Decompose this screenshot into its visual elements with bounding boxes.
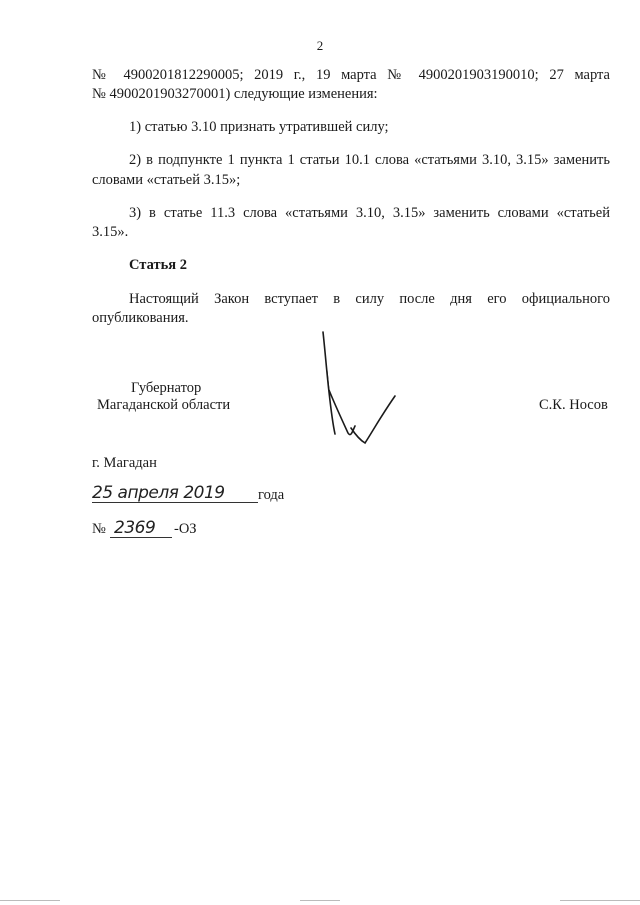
scan-edge-mark bbox=[560, 900, 640, 901]
date-underline bbox=[92, 502, 258, 503]
number-prefix: № bbox=[92, 521, 106, 537]
signer-name: С.К. Носов bbox=[539, 397, 608, 413]
intro-line-2: № 4900201903270001) следующие изменения: bbox=[92, 86, 378, 102]
scan-edge-mark bbox=[0, 900, 60, 901]
page-number: 2 bbox=[316, 38, 324, 53]
article-heading: Статья 2 bbox=[129, 257, 187, 273]
number-underline bbox=[110, 537, 172, 538]
article-2-line-2: опубликования. bbox=[92, 310, 189, 326]
intro-line-1: № 4900201812290005; 2019 г., 19 марта № 4900201903190010; 27 марта bbox=[92, 67, 610, 83]
signature-image bbox=[305, 330, 415, 450]
number-suffix: -ОЗ bbox=[174, 521, 197, 537]
city-line: г. Магадан bbox=[92, 455, 157, 471]
signer-title-line-2: Магаданской области bbox=[97, 397, 231, 413]
item-2-line-1: 2) в подпункте 1 пункта 1 статьи 10.1 слова «статьями 3.10, 3.15» заменить bbox=[129, 152, 610, 168]
item-3-line-1: 3) в статье 11.3 слова «статьями 3.10, 3.15» заменить словами «статьей bbox=[129, 205, 610, 221]
scan-edge-mark bbox=[300, 900, 340, 901]
item-3-line-2: 3.15». bbox=[92, 224, 129, 240]
signer-title-line-1: Губернатор bbox=[131, 380, 202, 396]
number-handwritten: 2369 bbox=[114, 518, 156, 538]
item-2-line-2: словами «статьей 3.15»; bbox=[92, 172, 241, 188]
item-1: 1) статью 3.10 признать утратившей силу; bbox=[129, 119, 389, 135]
date-suffix: года bbox=[258, 487, 285, 503]
date-handwritten: 25 апреля 2019 bbox=[92, 483, 225, 503]
article-2-line-1: Настоящий Закон вступает в силу после дня его официального bbox=[129, 291, 610, 307]
